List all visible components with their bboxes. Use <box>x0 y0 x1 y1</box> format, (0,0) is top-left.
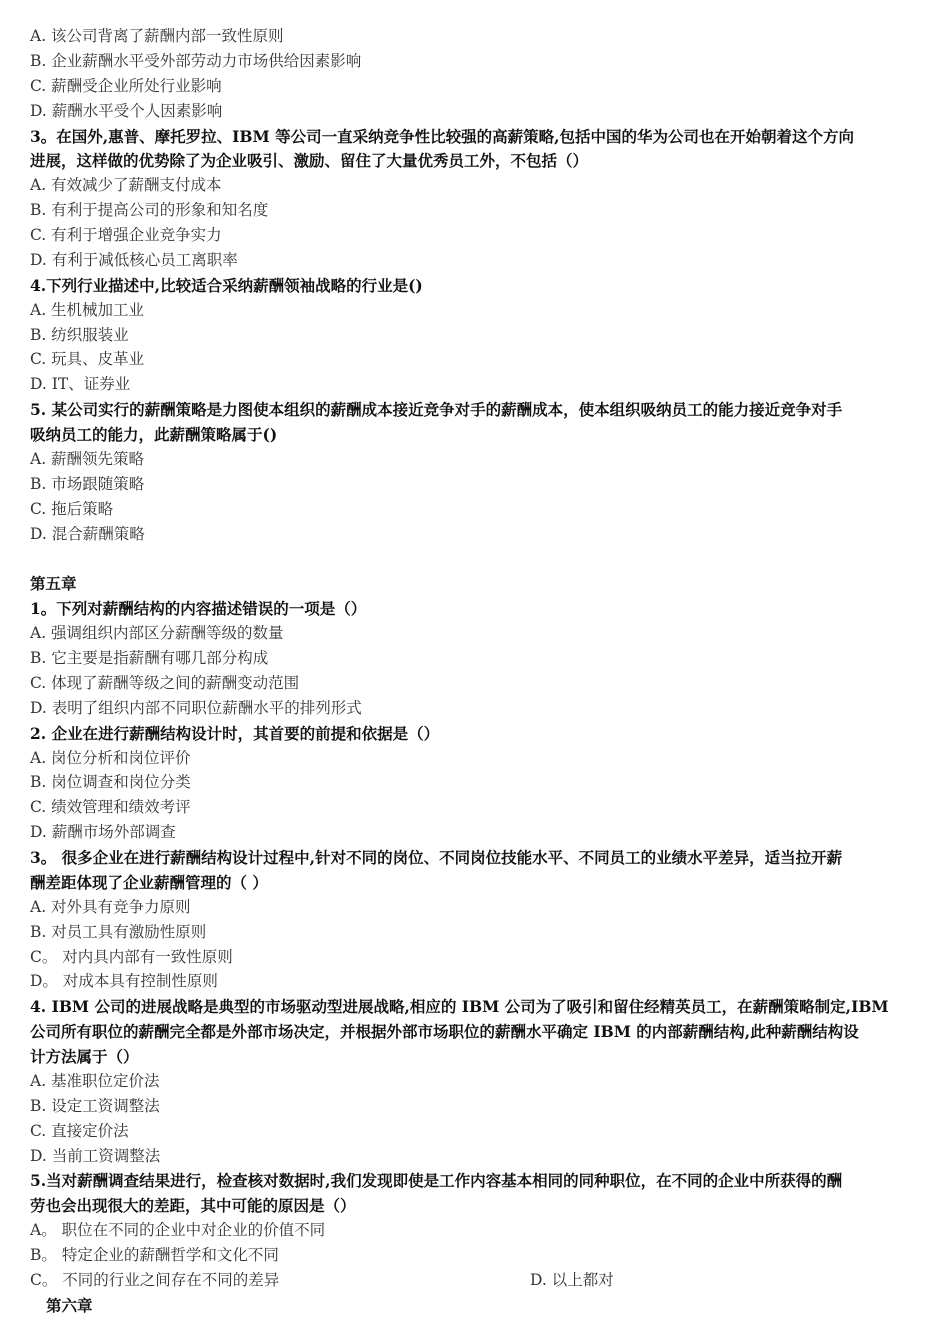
question-text: 进展，这样做的优势除了为企业吸引、激励、留住了大量优秀员工外，不包括（） <box>30 151 589 171</box>
option-text: C. 拖后策略 <box>30 499 114 518</box>
option-text: B. 设定工资调整法 <box>30 1096 160 1115</box>
blank-line <box>30 546 915 571</box>
question-text: 5. 某公司实行的薪酬策略是力图使本组织的薪酬成本接近竞争对手的薪酬成本，使本组织吸纳员工的能力接近竞争对手 <box>30 400 843 420</box>
question-text: 1。下列对薪酬结构的内容描述错误的一项是（） <box>30 599 367 619</box>
option-text: A. 强调组织内部区分薪酬等级的数量 <box>30 624 284 643</box>
option-text: D. IT、证券业 <box>30 375 131 394</box>
option-text: C。 不同的行业之间存在不同的差异 <box>30 1271 280 1289</box>
option-text: C. 玩具、皮革业 <box>30 350 145 369</box>
option-text: D. 混合薪酬策略 <box>30 524 145 543</box>
question-text: 计方法属于（） <box>30 1047 139 1067</box>
option-text-inline: D. 以上都对 <box>530 1271 614 1289</box>
question-text: 2. 企业在进行薪酬结构设计时，其首要的前提和依据是（） <box>30 723 440 743</box>
option-text: C. 体现了薪酬等级之间的薪酬变动范围 <box>30 673 300 692</box>
option-text: C. 有利于增强企业竞争实力 <box>30 226 222 245</box>
question-text: 4.下列行业描述中,比较适合采纳薪酬领袖战略的行业是() <box>30 275 423 295</box>
option-text: C。 对内具内部有一致性原则 <box>30 947 233 966</box>
option-text: D. 当前工资调整法 <box>30 1146 161 1165</box>
option-text: A. 有效减少了薪酬支付成本 <box>30 176 222 195</box>
option-text: B. 岗位调查和岗位分类 <box>30 773 191 792</box>
option-text: D. 有利于减低核心员工离职率 <box>30 250 238 269</box>
option-text: A. 基准职位定价法 <box>30 1071 160 1090</box>
option-text: B. 纺织服装业 <box>30 325 129 344</box>
option-text: A. 岗位分析和岗位评价 <box>30 748 191 767</box>
option-text: C. 绩效管理和绩效考评 <box>30 798 191 817</box>
question-text: 5.当对薪酬调查结果进行，检查核对数据时,我们发现即使是工作内容基本相同的同种职位，在不同的企业中所获得的酬 <box>30 1171 843 1191</box>
question-text: 劳也会出现很大的差距，其中可能的原因是（） <box>30 1196 356 1216</box>
option-text: C. 直接定价法 <box>30 1121 129 1140</box>
chapter-heading: 第六章 <box>46 1295 93 1315</box>
chapter-heading: 第五章 <box>30 574 77 594</box>
option-text: D. 表明了组织内部不同职位薪酬水平的排列形式 <box>30 698 362 717</box>
question-text: 吸纳员工的能力，此薪酬策略属于() <box>30 425 278 445</box>
option-text: B. 它主要是指薪酬有哪几部分构成 <box>30 649 269 667</box>
option-text: A. 生机械加工业 <box>30 300 145 319</box>
option-text: A. 薪酬领先策略 <box>30 449 145 468</box>
option-text: A. 该公司背离了薪酬内部一致性原则 <box>30 27 284 45</box>
option-text: C. 薪酬受企业所处行业影响 <box>30 76 222 95</box>
option-text: A. 对外具有竞争力原则 <box>30 897 191 916</box>
question-text: 酬差距体现了企业薪酬管理的（ ） <box>30 872 268 892</box>
option-text: B. 企业薪酬水平受外部劳动力市场供给因素影响 <box>30 51 362 70</box>
option-text: B. 市场跟随策略 <box>30 474 145 493</box>
question-text: 公司所有职位的薪酬完全都是外部市场决定，并根据外部市场职位的薪酬水平确定 IBM 的内部薪酬结构,此种薪酬结构设 <box>30 1022 859 1042</box>
option-text: D. 薪酬水平受个人因素影响 <box>30 101 223 120</box>
option-text: B。 特定企业的薪酬哲学和文化不同 <box>30 1246 279 1265</box>
option-text: D。 对成本具有控制性原则 <box>30 972 218 991</box>
option-text: B. 有利于提高公司的形象和知名度 <box>30 201 269 220</box>
option-text: D. 薪酬市场外部调查 <box>30 823 176 842</box>
question-text: 3。在国外,惠普、摩托罗拉、IBM 等公司一直采纳竞争性比较强的高薪策略,包括中国的华为公司也在开始朝着这个方向 <box>30 126 854 146</box>
question-text: 4. IBM 公司的进展战略是典型的市场驱动型进展战略,相应的 IBM 公司为了吸引和留住经精英员工，在薪酬策略制定,IBM <box>30 997 889 1017</box>
question-text: 3。 很多企业在进行薪酬结构设计过程中,针对不同的岗位、不同岗位技能水平、不同员工的业绩水平差异，适当拉开薪 <box>30 848 843 868</box>
option-text: B. 对员工具有激励性原则 <box>30 922 207 941</box>
option-text: A。 职位在不同的企业中对企业的价值不同 <box>30 1221 326 1240</box>
